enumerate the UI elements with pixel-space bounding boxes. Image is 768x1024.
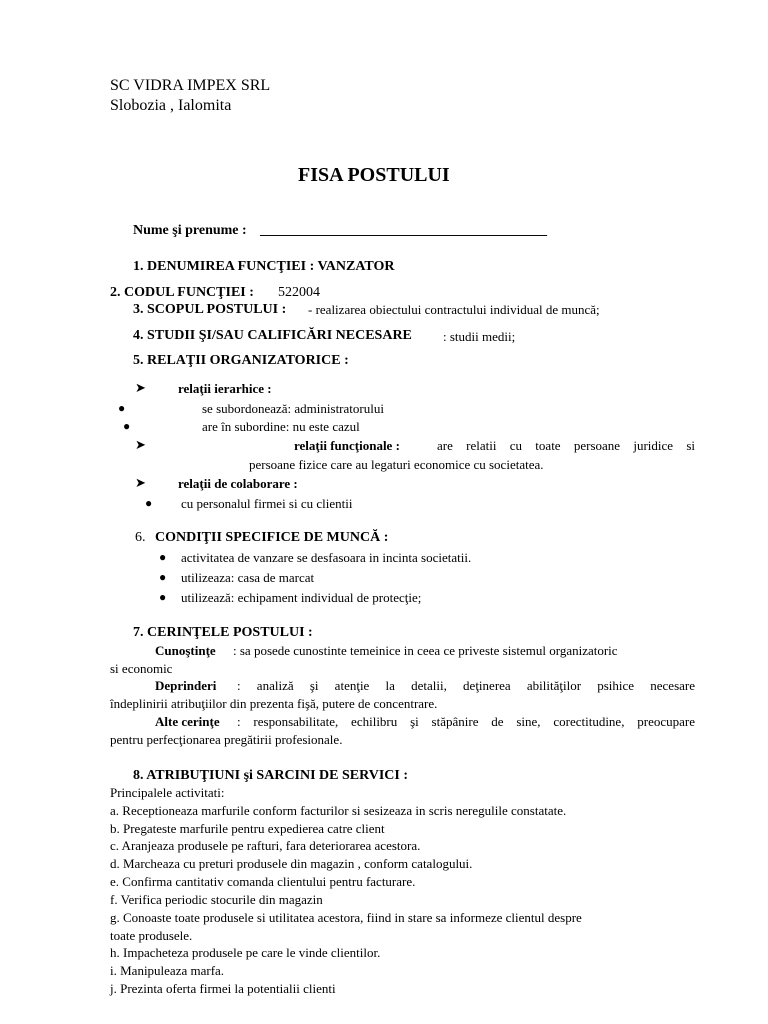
alte-cerinte-text-2: pentru perfecţionarea pregătirii profesionale. (110, 732, 343, 747)
section2-title: 2. CODUL FUNCŢIEI : (110, 285, 254, 300)
page-title: FISA POSTULUI (298, 164, 450, 186)
atributiuni-item: f. Verifica periodic stocurile din magazin (110, 892, 323, 907)
atributiuni-item: a. Receptioneaza marfurile conform facturilor si sesizeaza in scris neregulile constatate. (110, 803, 567, 818)
colaborare-label: relaţii de colaborare : (178, 476, 298, 491)
bullet-icon: ● (159, 550, 167, 564)
atributiuni-item: i. Manipuleaza marfa. (110, 963, 225, 978)
bullet-icon: ● (123, 419, 131, 433)
ierarhice-item: se subordonează: administratorului (202, 401, 384, 416)
functionale-text-2: persoane fizice care au legaturi economice cu societatea. (249, 457, 544, 472)
cunostinte-label: Cunoştinţe (155, 643, 216, 658)
section1-title: 1. DENUMIREA FUNCŢIEI : VANZATOR (133, 259, 395, 274)
arrow-bullet-icon: ➤ (135, 475, 146, 490)
arrow-bullet-icon: ➤ (135, 437, 146, 452)
atributiuni-item: toate produsele. (110, 928, 193, 943)
bullet-icon: ● (159, 590, 167, 604)
atributiuni-item: e. Confirma cantitativ comanda clientului pentru facturare. (110, 874, 416, 889)
deprinderi-text-1: : analiză şi atenţie la detalii, deţinerea abilităţilor psihice necesare (237, 678, 695, 693)
name-field-blank: _________________________________________ (260, 223, 547, 238)
alte-cerinte-text-1: : responsabilitate, echilibru şi stăpânire de sine, corectitudine, preocupare (237, 714, 695, 729)
section6-number: 6. (135, 530, 146, 545)
atributiuni-item: h. Impacheteza produsele pe care le vinde clientilor. (110, 945, 381, 960)
name-field-label: Nume şi prenume : (133, 223, 247, 238)
arrow-bullet-icon: ➤ (135, 380, 146, 395)
bullet-icon: ● (145, 496, 153, 510)
conditii-item: utilizeaza: casa de marcat (181, 570, 315, 585)
alte-cerinte-label: Alte cerinţe (155, 714, 220, 729)
section7-title: 7. CERINŢELE POSTULUI : (133, 625, 313, 640)
ierarhice-item: are în subordine: nu este cazul (202, 419, 360, 434)
section6-title: CONDIŢII SPECIFICE DE MUNCĂ : (155, 530, 389, 545)
section8-title: 8. ATRIBUŢIUNI şi SARCINI DE SERVICI : (133, 768, 409, 783)
atributiuni-intro: Principalele activitati: (110, 785, 225, 800)
deprinderi-text-2: îndeplinirii atribuţiilor din prezenta fişă, putere de concentrare. (110, 696, 438, 711)
conditii-item: utilizează: echipament individual de protecţie; (181, 590, 422, 605)
company-location: Slobozia , Ialomita (110, 97, 232, 114)
bullet-icon: ● (118, 401, 126, 415)
atributiuni-item: g. Conoaste toate produsele si utilitatea acestora, fiind in stare sa informeze clientul despre (110, 910, 582, 925)
section2-value: 522004 (278, 285, 320, 300)
functionale-text-1: are relatii cu toate persoane juridice si (437, 438, 695, 453)
atributiuni-item: d. Marcheaza cu preturi produsele din magazin , conform catalogului. (110, 856, 473, 871)
section4-value: : studii medii; (443, 329, 516, 344)
conditii-item: activitatea de vanzare se desfasoara in incinta societatii. (181, 550, 472, 565)
company-name: SC VIDRA IMPEX SRL (110, 77, 271, 94)
bullet-icon: ● (159, 570, 167, 584)
functionale-label: relaţii funcţionale : (294, 438, 400, 453)
section4-title: 4. STUDII ŞI/SAU CALIFICĂRI NECESARE (133, 328, 412, 343)
atributiuni-item: b. Pregateste marfurile pentru expedierea catre client (110, 821, 385, 836)
ierarhice-label: relaţii ierarhice : (178, 381, 272, 396)
colaborare-item: cu personalul firmei si cu clientii (181, 496, 353, 511)
section3-value: - realizarea obiectului contractului individual de muncă; (308, 302, 600, 317)
cunostinte-text-1: : sa posede cunostinte temeinice in ceea ce priveste sistemul organizatoric (233, 643, 618, 658)
deprinderi-label: Deprinderi (155, 678, 217, 693)
cunostinte-text-2: si economic (110, 661, 173, 676)
atributiuni-item: c. Aranjeaza produsele pe rafturi, fara deteriorarea acestora. (110, 838, 421, 853)
atributiuni-item: j. Prezinta oferta firmei la potentialii clienti (110, 981, 336, 996)
section3-title: 3. SCOPUL POSTULUI : (133, 302, 287, 317)
section5-title: 5. RELAŢII ORGANIZATORICE : (133, 353, 349, 368)
